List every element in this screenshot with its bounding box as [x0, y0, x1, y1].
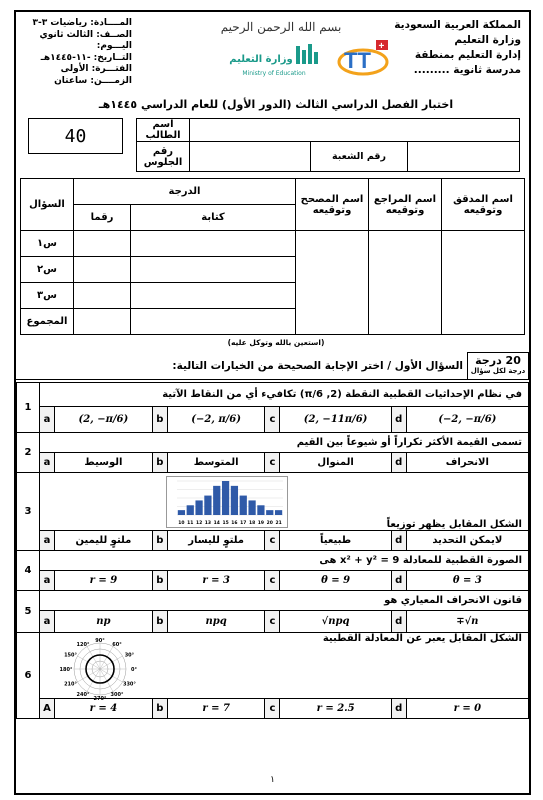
option-c[interactable]: المنوال: [280, 453, 391, 473]
section1-header: [16, 352, 529, 380]
option-c[interactable]: θ = 9: [280, 571, 391, 591]
option-label: d: [391, 571, 406, 591]
student-info-table: [136, 118, 520, 172]
grades-auditor-header: اسم المدقق وتوقيعه: [442, 179, 525, 231]
ministry-logo-text: وزارة التعليم: [229, 54, 293, 65]
auditor-cell[interactable]: [442, 231, 525, 335]
option-a[interactable]: الوسيط: [55, 453, 153, 473]
option-d[interactable]: θ = 3: [406, 571, 528, 591]
header-ministry: وزارة التعليم: [454, 34, 521, 46]
histogram-tick-label: 21: [275, 521, 282, 526]
option-a[interactable]: r = 4: [55, 699, 153, 719]
section1-title: السؤال الأول / اختر الإجابة الصحيحة من الخيارات التالية:: [16, 353, 468, 380]
header-grade: الصــف: الثالث ثانوي: [39, 29, 132, 40]
grades-table: [20, 178, 525, 335]
histogram-bar: [257, 505, 264, 515]
histogram-tick-label: 11: [187, 521, 194, 526]
histogram-tick-label: 15: [222, 521, 229, 526]
question-text: [40, 383, 529, 407]
section1-points-value: 20 درجة: [475, 354, 521, 367]
grades-reviewer-header: اسم المراجع وتوقيعه: [369, 179, 442, 231]
option-c[interactable]: طبيعياً: [280, 531, 391, 551]
questions-table: [16, 382, 529, 719]
question-number: 6: [17, 633, 40, 719]
option-label: a: [40, 531, 55, 551]
question-5-text: قانون الانحراف المعياري هو: [384, 595, 522, 606]
option-c[interactable]: √npq: [280, 611, 391, 633]
seat-number-field[interactable]: [190, 142, 311, 172]
grades-row-label: المجموع: [21, 309, 74, 335]
header-country: المملكة العربية السعودية: [394, 19, 521, 31]
histogram-bar: [240, 496, 247, 515]
option-b[interactable]: npq: [167, 611, 265, 633]
header-period: الفتـــرة: الأولى: [60, 64, 132, 74]
grade-cell[interactable]: [131, 231, 296, 257]
histogram-bar: [204, 496, 211, 515]
grade-cell[interactable]: [74, 283, 131, 309]
histogram-bar: [195, 500, 202, 515]
grade-cell[interactable]: [74, 309, 131, 335]
option-a[interactable]: (2, −π/6): [55, 407, 153, 433]
grade-cell[interactable]: [74, 231, 131, 257]
histogram-tick-label: 20: [266, 521, 273, 526]
histogram-tick-label: 13: [204, 521, 212, 526]
section1-points: [468, 353, 529, 380]
polar-angle-label: 180°: [59, 667, 73, 673]
question-text: [40, 473, 529, 531]
option-label: a: [40, 571, 55, 591]
histogram-tick-label: 16: [231, 521, 238, 526]
student-name-field[interactable]: [190, 119, 520, 142]
option-label: b: [152, 699, 167, 719]
option-label: c: [265, 453, 280, 473]
question-number: 5: [17, 591, 40, 633]
section1-points-sub: درجة لكل سؤال: [470, 367, 526, 375]
option-label: c: [265, 699, 280, 719]
option-d[interactable]: r = 0: [406, 699, 528, 719]
grades-corrector-header: اسم المصحح وتوقيعه: [296, 179, 369, 231]
option-label: b: [152, 571, 167, 591]
histogram-tick-label: 19: [257, 521, 265, 526]
polar-graph: [42, 635, 158, 702]
option-a[interactable]: ملتوٍ لليمين: [55, 531, 153, 551]
option-label: d: [391, 531, 406, 551]
option-c[interactable]: (2, −11π/6): [280, 407, 391, 433]
histogram-tick-label: 10: [178, 521, 185, 526]
question-text: [40, 551, 529, 571]
question-4-text: الصورة القطبية للمعادلة x² + y² = 9 هى: [319, 555, 522, 566]
opening-note: (استعين بالله وتوكل عليه): [227, 338, 325, 347]
header-school: مدرسة ثانوية .........: [413, 64, 521, 76]
option-b[interactable]: r = 3: [167, 571, 265, 591]
option-b[interactable]: r = 7: [167, 699, 265, 719]
grade-cell[interactable]: [131, 283, 296, 309]
option-d[interactable]: الانحراف: [406, 453, 528, 473]
tt-logo: [336, 38, 390, 82]
header-time: الزمــــن: ساعتان: [54, 75, 132, 86]
histogram-bar: [275, 510, 282, 515]
option-label: c: [265, 531, 280, 551]
student-name-label: اسم الطالب: [137, 119, 190, 142]
histogram-bar: [248, 500, 255, 515]
option-label: b: [152, 531, 167, 551]
option-label: a: [40, 611, 55, 633]
grades-words-header: كتابة: [131, 205, 296, 231]
polar-angle-label: 270°: [93, 696, 107, 702]
polar-angle-label: 0°: [131, 667, 137, 673]
polar-angle-label: 300°: [110, 692, 124, 699]
option-label: a: [40, 453, 55, 473]
question-text: [40, 433, 529, 453]
question-3-text: الشكل المقابل يظهر توزيعاً: [386, 519, 522, 530]
page-number: ١: [270, 775, 275, 785]
ministry-logo: [226, 42, 322, 86]
question-text: [40, 633, 529, 702]
option-b[interactable]: المتوسط: [167, 453, 265, 473]
option-label: b: [152, 611, 167, 633]
histogram-bar: [231, 486, 238, 515]
histogram-bar: [266, 510, 273, 515]
tt-logo-icon: [336, 38, 390, 82]
grades-digits-header: رقما: [74, 205, 131, 231]
option-label: b: [152, 453, 167, 473]
option-b[interactable]: (−2, π/6): [167, 407, 265, 433]
question-number: 3: [17, 473, 40, 551]
section-number-field[interactable]: [408, 142, 520, 172]
grades-question-header: السؤال: [21, 179, 74, 231]
option-label: a: [40, 407, 55, 433]
svg-text:TT: TT: [344, 48, 371, 73]
polar-angle-label: 60°: [112, 641, 122, 648]
polar-angle-label: 150°: [64, 652, 78, 659]
polar-angle-label: 120°: [76, 641, 90, 648]
question-number: 2: [17, 433, 40, 473]
question-2-text: تسمى القيمة الأكثر تكراراً أو شيوعاً بين القيم: [296, 437, 522, 448]
question-6-text: الشكل المقابل يعبر عن المعادلة القطبية: [322, 633, 522, 644]
grade-cell[interactable]: [131, 257, 296, 283]
option-a[interactable]: np: [55, 611, 153, 633]
section-number-label: رقم الشعبة: [311, 142, 408, 172]
histogram-chart: [166, 476, 288, 528]
option-label: c: [265, 407, 280, 433]
polar-angle-label: 240°: [76, 692, 90, 699]
option-label: c: [265, 611, 280, 633]
question-1-text: في نظام الإحداثيات القطبية النقطة (2, π/6) تكافيء أي من النقاط الآتية: [162, 389, 522, 400]
grades-row-label: س١: [21, 231, 74, 257]
option-c[interactable]: r = 2.5: [280, 699, 391, 719]
option-label: c: [265, 571, 280, 591]
reviewer-cell[interactable]: [369, 231, 442, 335]
option-label: d: [391, 453, 406, 473]
polar-angle-label: 30°: [124, 652, 135, 659]
grade-cell[interactable]: [131, 309, 296, 335]
seat-number-label: رقم الجلوس: [137, 142, 190, 172]
question-number: 4: [17, 551, 40, 591]
option-label: A: [40, 699, 55, 719]
histogram-tick-label: 17: [240, 521, 247, 526]
option-a[interactable]: r = 9: [55, 571, 153, 591]
question-number: 1: [17, 383, 40, 433]
grades-row-label: س٣: [21, 283, 74, 309]
histogram-bar: [187, 505, 194, 515]
option-label: d: [391, 611, 406, 633]
question-text: [40, 591, 529, 611]
header-right: [394, 18, 521, 78]
histogram-tick-label: 18: [248, 521, 256, 526]
corrector-cell[interactable]: [296, 231, 369, 335]
header-subject: المــــادة: رياضيات ٣-٣: [32, 18, 132, 28]
option-d[interactable]: ∓√n: [406, 611, 528, 633]
grades-grade-header: الدرجة: [74, 179, 296, 205]
header-left: [22, 18, 132, 87]
exam-title: اختبار الفصل الدراسي الثالث (الدور الأول) للعام الدراسي ١٤٤٥هـ: [98, 98, 454, 111]
option-label: d: [391, 699, 406, 719]
polar-angle-label: 210°: [64, 681, 78, 688]
histogram-tick-label: 14: [213, 521, 220, 526]
option-d[interactable]: لايمكن التحديد: [406, 531, 528, 551]
histogram-bar: [222, 481, 229, 515]
option-d[interactable]: (−2, −π/6): [406, 407, 528, 433]
grade-cell[interactable]: [74, 257, 131, 283]
option-label: b: [152, 407, 167, 433]
grades-row-label: س٢: [21, 257, 74, 283]
polar-angle-label: 90°: [95, 638, 105, 644]
histogram-bar: [213, 486, 220, 515]
option-b[interactable]: ملتوٍ لليسار: [167, 531, 265, 551]
polar-angle-label: 330°: [122, 681, 136, 688]
histogram-bar: [178, 510, 185, 515]
score-box: 40: [28, 118, 123, 154]
basmala: بسم الله الرحمن الرحيم: [220, 20, 342, 34]
header-day: اليـــوم:: [96, 41, 132, 51]
option-label: d: [391, 407, 406, 433]
header-date: التــاريخ: -١١-١٤٤٥هـ: [40, 52, 132, 63]
header-directorate: إدارة التعليم بمنطقة: [414, 49, 521, 61]
svg-text:+: +: [378, 41, 385, 52]
ministry-logo-english: Ministry of Education: [242, 70, 306, 77]
histogram-tick-label: 12: [195, 521, 203, 526]
exam-page: [14, 10, 531, 795]
